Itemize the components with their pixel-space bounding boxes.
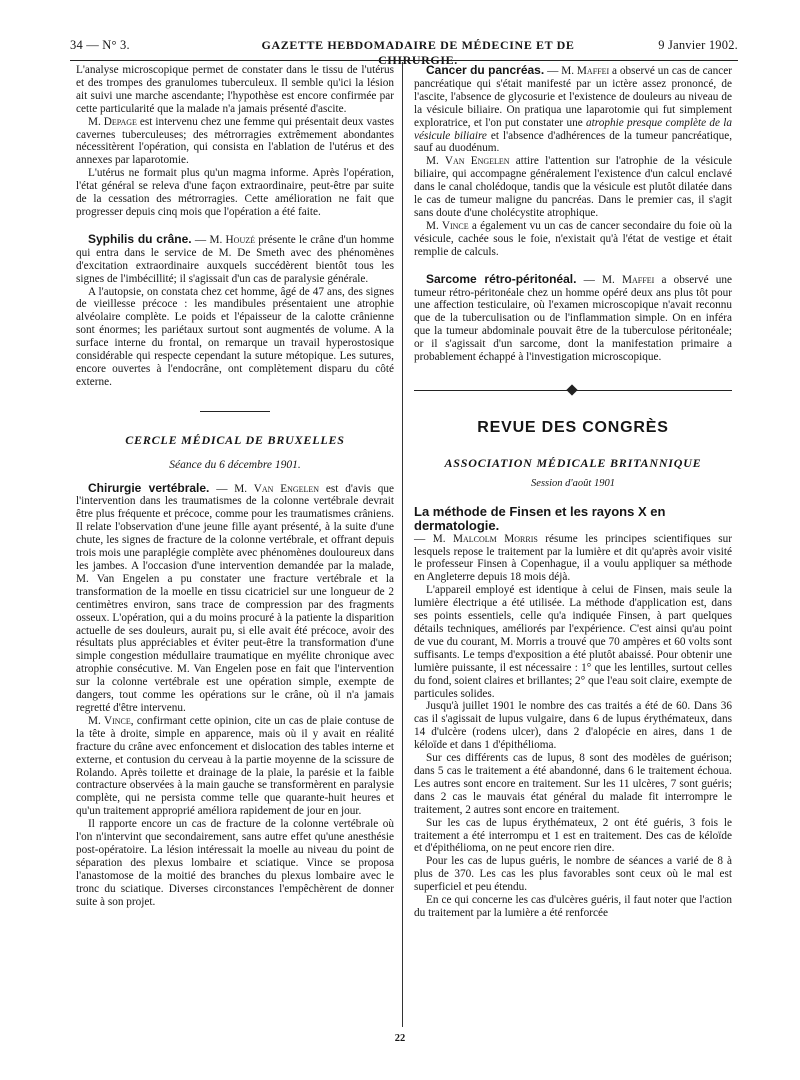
society-heading: CERCLE MÉDICAL DE BRUXELLES bbox=[125, 432, 345, 447]
author-name: M. Maffei bbox=[602, 273, 655, 286]
dash: — bbox=[576, 273, 603, 286]
paragraph bbox=[414, 220, 732, 259]
dash: — bbox=[209, 482, 235, 495]
paragraph-text: a également vu un cas de cancer secondaire du foie où la vésicule, cachée sous le foie, n'existait qu'à l'état de vestige et était remplie de calculs. bbox=[414, 219, 732, 258]
author-name: M. Houzé bbox=[209, 233, 255, 246]
emphasis: atrophie presque complète de la vésicule biliaire bbox=[414, 116, 732, 142]
paragraph bbox=[414, 155, 732, 220]
paragraph: L'analyse microscopique permet de constater dans le tissu de l'utérus et des trompes des granulomes tuberculeux. Il semble qu'ici la lésion ait suivi une marche ascendante; l'hypothèse est encore confirmée par cette particularité que la malade n'a jamais présenté d'ascite. bbox=[76, 64, 394, 115]
page-label: 34 — N° 3. bbox=[70, 38, 130, 52]
paragraph-text: a observé un cas de cancer pancréatique qui s'était manifesté par un ictère assez prononcé, de l'ascite, l'absence de glycosurie et l'existence de douleurs au niveau de la vésicule biliaire. On pratiqua une laparotomie qui fut simplement exploratrice, et l'on put constater une bbox=[414, 65, 733, 129]
author-name: M. Vince bbox=[426, 219, 469, 232]
author-name: M. Maffei bbox=[561, 65, 610, 77]
section-sarcome bbox=[414, 273, 732, 364]
section-chirurgie bbox=[76, 482, 394, 715]
paragraph: Sur les cas de lupus érythémateux, 2 ont été guéris, 3 fois le traitement a été interrompu et 1 est en traitement. Des cas de kéloïde et d'épithélioma, on ne peut encore rien dire. bbox=[414, 816, 732, 855]
paragraph-text: présente le crâne d'un homme qui entra dans le service de M. De Smeth avec des phénomènes d'excitation extraordinaire auxquels succédèrent bientôt tous les signes de l'imbécillité; il s'agissait d'un cas de paralysie générale. bbox=[76, 233, 394, 285]
paragraph: A l'autopsie, on constata chez cet homme, âgé de 47 ans, des signes de vieillesse précoce : les mandibules présentaient une atrophie alvéolaire complète. Le poids et l'épaisseur de la calotte crânienne sont énormes; les pariétaux surtout sont augmentés de volume. A la surface interne du frontal, on remarque un travail hyperostosique considérable qui respecte cependant la suture métopique. Les sutures, encore ouvertes à l'endocrâne, ont complètement disparu du côté externe. bbox=[76, 285, 394, 388]
article-title: La méthode de Finsen et les rayons X en dermatologie. bbox=[414, 503, 666, 533]
paragraph-text: et l'absence d'adhérences de la tumeur pancréatique, sauf au duodénum. bbox=[414, 129, 733, 155]
paragraph: En ce qui concerne les cas d'ulcères guéris, il faut noter que l'action du traitement par la lumière a été renforcée bbox=[414, 894, 732, 919]
issue-date: 9 Janvier 1902. bbox=[658, 38, 738, 52]
paragraph: Il rapporte encore un cas de fracture de la colonne vertébrale où l'on n'intervint que secondairement, sans autre effet qu'une anesthésie post-opératoire. La lésion intéressait la moelle au niveau du point de séparation des plexus lombaire et sciatique. Vince se proposa l'anastomose de la moitié des branches du plexus lombaire avec le tronc du sciatique. Diverses circonstances l'empêchèrent de donner suite à son projet. bbox=[76, 818, 394, 908]
column-divider bbox=[402, 62, 403, 1027]
paragraph: Jusqu'à juillet 1901 le nombre des cas traités a été de 60. Dans 36 cas il s'agissait de lupus vulgaire, dans 6 de lupus érythémateux, dans 14 d'ulcère (rodens ulcer), dans 2 d'alopécie en aires, dans 1 de kéloïde et dans 1 d'épithélioma. bbox=[414, 700, 732, 752]
revue-heading: REVUE DES CONGRÈS bbox=[477, 418, 669, 436]
section-syphilis bbox=[76, 233, 394, 286]
paragraph: L'appareil employé est identique à celui de Finsen, mais seule la lumière électrique a été utilisée. La méthode d'application est, dans ses points essentiels, celle qu'a indiquée Finsen, à part quelques détails techniques, améliorés par l'expérience. C'est ainsi qu'au point de vue du courant, M. Morris a trouvé que 70 ampères et 60 volts sont suffisants. Le temps d'exposition a été plutôt abaissé. Pour obtenir une lumière puissante, il est nécessaire : 1° que les lentilles, surtout celles du fond, soient claires et brillantes; 2° que l'eau soit claire, exempte de particules solides. bbox=[414, 584, 732, 700]
paragraph: L'utérus ne formait plus qu'un magma informe. Après l'opération, l'état général se releva d'une façon extraordinaire, peut-être par suite de la cessation des métrorragies. Cette amélioration ne fait que progresser depuis cinq mois que l'opération a été faite. bbox=[76, 167, 394, 218]
section-rule bbox=[200, 411, 270, 412]
author-name: M. Malcolm Morris bbox=[432, 532, 538, 545]
section-title: Sarcome rétro-péritonéal. bbox=[426, 271, 577, 286]
paragraph bbox=[76, 116, 394, 168]
paragraph-text: attire l'attention sur l'atrophie de la vésicule biliaire, qui accompagne généralement l'existence d'un calcul enclavé dans le canal cholédoque, tandis que la vésicule est plutôt dilatée dans le cas de tumeur maligne du pancréas. Dans le premier cas, il s'agit sans doute d'une cholécystite atrophique. bbox=[414, 155, 733, 219]
paragraph bbox=[76, 715, 394, 818]
paragraph-text: est d'avis que l'intervention dans les traumatismes de la colonne vertébrale devrait être plus fréquente et précoce, comme pour les traumatismes crâniens. Il relate l'observation d'une jeune fille ayant présenté, à la suite d'une chute, les signes de fracture de la colonne vertébrale, et offrant depuis trois mois une paraplégie complète avec phénomènes douloureux dans les jambes. A l'occasion d'une intervention demandée par la malade, M. Van Engelen a pu constater une fracture vertébrale et la transformation de la moelle en tissu cicatriciel sur une longueur de 2 centimètres environ, sans trace de compression par des fragments osseux. L'opération, qui a du moins procuré à la patiente la disparition actuelle de ses douleurs, aurait pu, si elle avait été précoce, avoir des résultats plus appréciables et éviter peut-être la transformation d'une simple congestion médullaire traumatique en myélite chronique avec atrophie consécutive. M. Van Engelen pose en fait que l'intervention sur la colonne vertébrale est une opération simple, exempte de dangers, tout comme les opérations sur le crâne, où il n'a jamais regretté d'être intervenu. bbox=[76, 482, 395, 714]
journal-title: GAZETTE HEBDOMADAIRE DE MÉDECINE ET DE CHIRURGIE. bbox=[261, 38, 575, 67]
author-name: M. Vince bbox=[88, 714, 131, 727]
session-date: Séance du 6 décembre 1901. bbox=[169, 458, 301, 471]
author-name: M. Depage bbox=[88, 115, 137, 128]
paragraph-text: résume les principes scientifiques sur lesquels repose le traitement par la lumière et dit qu'après avoir visité le professeur Finsen à Copenhague, il a voulu appliquer sa méthode en Angleterre depuis 18 mois déjà. bbox=[414, 532, 732, 584]
paragraph: Pour les cas de lupus guéris, le nombre de séances a varié de 8 à plus de 370. Les cas les plus favorables sont ceux où le mal est superficiel et peu étendu. bbox=[414, 855, 732, 894]
section-title: Syphilis du crâne. bbox=[88, 231, 192, 246]
association-heading: ASSOCIATION MÉDICALE BRITANNIQUE bbox=[444, 455, 702, 470]
section-cancer bbox=[414, 64, 732, 155]
paragraph bbox=[414, 533, 732, 585]
diamond-ornament-icon bbox=[566, 384, 577, 395]
ornament-divider bbox=[414, 384, 732, 398]
running-header bbox=[70, 38, 738, 67]
paragraph: Sur ces différents cas de lupus, 8 sont des modèles de guérison; dans 5 cas le traitement a été abandonné, dans 6 le traitement échoua. Les autres sont encore en traitement. Sur les 11 ulcères, 7 sont guéris; dans 2 cas le mauvais état général du malade fit interrompre le traitement, 2 autres sont encore en traitement. bbox=[414, 752, 732, 816]
author-name: M. Van Engelen bbox=[234, 482, 320, 495]
header-rule bbox=[70, 60, 738, 61]
right-column bbox=[414, 64, 732, 920]
left-column bbox=[76, 64, 394, 908]
author-name: M. Van Engelen bbox=[426, 155, 510, 168]
dash: — bbox=[191, 233, 210, 246]
session-date: Session d'août 1901 bbox=[531, 477, 615, 489]
dash: — bbox=[414, 532, 433, 545]
section-title: Cancer du pancréas. bbox=[426, 63, 545, 77]
paragraph-text: est intervenu chez une femme qui présentait deux vastes cavernes tuberculeuses; des métrorragies extrêmement abondantes nécessitèrent l'opération, qui consista en l'ablation de l'utérus et des annexes par laparotomie. bbox=[76, 115, 394, 167]
page-number: 22 bbox=[394, 1033, 406, 1044]
paragraph-text: a observé une tumeur rétro-péritonéale chez un homme opéré deux ans plus tôt pour une affection testiculaire, où l'examen microscopique n'avait reconnu que de la tuberculisation ou de l'inflammation simple. On en inféra que la tumeur abdominale pouvait être de la tuberculose péritonéale; or il s'agissait d'un sarcome, dont la manifestation primaire a probablement échappé à l'investigation microscopique. bbox=[414, 273, 733, 364]
dash: — bbox=[544, 65, 562, 77]
section-title: Chirurgie vertébrale. bbox=[88, 480, 210, 495]
paragraph-text: , confirmant cette opinion, cite un cas de plaie contuse de la tête à droite, simple en apparence, mais où il y avait en réalité fracture du crâne avec enfoncement et dislocation des tables interne et externe, et contusion du cerveau à la partie moyenne de la scissure de Rolando. Après toilette et drainage de la plaie, la parésie et la faible contracture observées à la main gauche se transformèrent en paralysie complète, qui ne persista comme telle que quarante-huit heures et qu'un traitement approprié améliora rapidement de jour en jour. bbox=[76, 714, 395, 818]
